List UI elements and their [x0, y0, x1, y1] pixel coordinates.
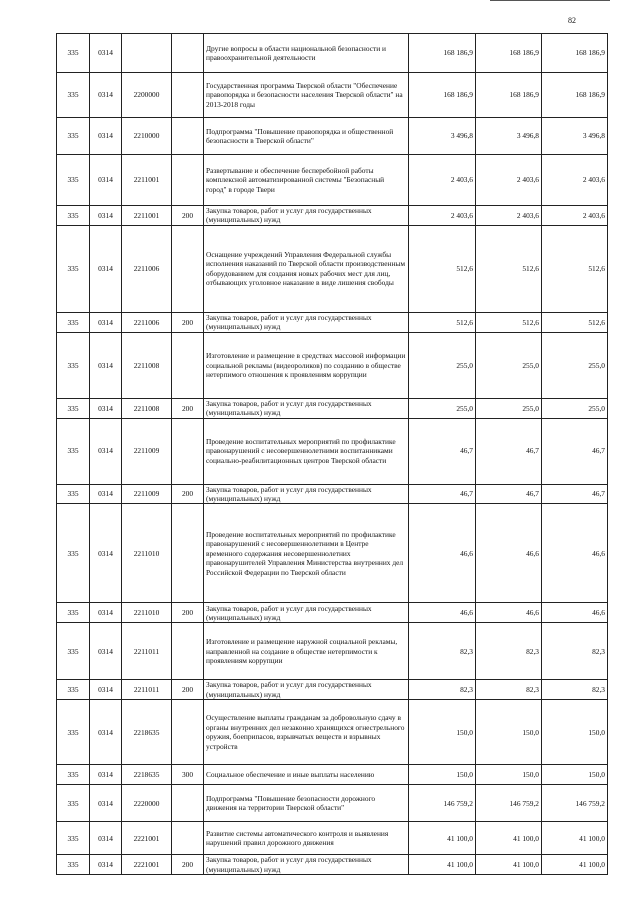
- amount-cell-2: 41 100,0: [476, 822, 542, 855]
- expense-type-cell: 300: [172, 765, 204, 785]
- admin-code-cell: 335: [57, 765, 90, 785]
- amount-cell-3: 46,6: [542, 603, 608, 623]
- table-row: [57, 312, 608, 332]
- amount-cell-1: 82,3: [409, 623, 476, 680]
- table-row: [57, 118, 608, 155]
- admin-code-cell: 335: [57, 785, 90, 822]
- amount-cell-2: 82,3: [476, 623, 542, 680]
- description-cell: Проведение воспитательных мероприятий по профилактике правонарушений с несовершеннолетними воспитанниками социально-реабилитационных центров Тверской области: [204, 418, 409, 484]
- section-code-cell: 0314: [90, 312, 122, 332]
- description-cell: Закупка товаров, работ и услуг для государственных (муниципальных) нужд: [204, 603, 409, 623]
- description-cell: Подпрограмма "Повышение правопорядка и общественной безопасности в Тверской области": [204, 118, 409, 155]
- amount-cell-3: 146 759,2: [542, 785, 608, 822]
- amount-cell-1: 150,0: [409, 700, 476, 765]
- expense-type-cell: [172, 332, 204, 398]
- table-row: [57, 765, 608, 785]
- page-number: 82: [568, 16, 576, 25]
- amount-cell-2: 46,6: [476, 504, 542, 603]
- section-code-cell: 0314: [90, 118, 122, 155]
- amount-cell-2: 255,0: [476, 332, 542, 398]
- section-code-cell: 0314: [90, 418, 122, 484]
- expense-type-cell: 200: [172, 603, 204, 623]
- table-row: [57, 73, 608, 118]
- expense-type-cell: [172, 700, 204, 765]
- amount-cell-2: 512,6: [476, 225, 542, 312]
- admin-code-cell: 335: [57, 206, 90, 226]
- amount-cell-2: 2 403,6: [476, 206, 542, 226]
- amount-cell-3: 168 186,9: [542, 34, 608, 73]
- target-article-cell: 2211001: [122, 206, 172, 226]
- table-row: [57, 225, 608, 312]
- amount-cell-3: 3 496,8: [542, 118, 608, 155]
- target-article-cell: 2211009: [122, 418, 172, 484]
- section-code-cell: 0314: [90, 855, 122, 875]
- expense-type-cell: [172, 73, 204, 118]
- target-article-cell: 2221001: [122, 855, 172, 875]
- amount-cell-2: 146 759,2: [476, 785, 542, 822]
- expense-type-cell: 200: [172, 484, 204, 504]
- table-row: [57, 504, 608, 603]
- amount-cell-1: 2 403,6: [409, 155, 476, 206]
- admin-code-cell: 335: [57, 855, 90, 875]
- admin-code-cell: 335: [57, 225, 90, 312]
- target-article-cell: 2211006: [122, 312, 172, 332]
- expense-type-cell: [172, 822, 204, 855]
- amount-cell-3: 150,0: [542, 765, 608, 785]
- amount-cell-3: 46,7: [542, 418, 608, 484]
- table-row: [57, 418, 608, 484]
- amount-cell-3: 2 403,6: [542, 206, 608, 226]
- expense-type-cell: [172, 34, 204, 73]
- expense-type-cell: 200: [172, 680, 204, 700]
- amount-cell-2: 168 186,9: [476, 34, 542, 73]
- admin-code-cell: 335: [57, 680, 90, 700]
- amount-cell-3: 2 403,6: [542, 155, 608, 206]
- amount-cell-1: 255,0: [409, 398, 476, 418]
- admin-code-cell: 335: [57, 484, 90, 504]
- table-row: [57, 855, 608, 875]
- amount-cell-2: 512,6: [476, 312, 542, 332]
- scan-top-mark: [490, 0, 610, 4]
- expense-type-cell: [172, 418, 204, 484]
- expense-type-cell: [172, 623, 204, 680]
- expense-type-cell: 200: [172, 398, 204, 418]
- description-cell: Изготовление и размещение в средствах массовой информации социальной рекламы (видеороликов) по созданию в обществе нетерпимого отношения к проявлениям коррупции: [204, 332, 409, 398]
- amount-cell-1: 41 100,0: [409, 822, 476, 855]
- amount-cell-3: 41 100,0: [542, 855, 608, 875]
- section-code-cell: 0314: [90, 206, 122, 226]
- admin-code-cell: 335: [57, 623, 90, 680]
- amount-cell-1: 46,7: [409, 484, 476, 504]
- admin-code-cell: 335: [57, 118, 90, 155]
- amount-cell-3: 82,3: [542, 623, 608, 680]
- target-article-cell: 2210000: [122, 118, 172, 155]
- amount-cell-1: 255,0: [409, 332, 476, 398]
- expense-type-cell: 200: [172, 206, 204, 226]
- description-cell: Оснащение учреждений Управления Федеральной службы исполнения наказаний по Тверской области производственным оборудованием для создания новых рабочих мест для лиц, отбывающих уголовное наказание в виде лишения свободы: [204, 225, 409, 312]
- expense-type-cell: 200: [172, 855, 204, 875]
- admin-code-cell: 335: [57, 700, 90, 765]
- table-row: [57, 785, 608, 822]
- expense-type-cell: [172, 155, 204, 206]
- section-code-cell: 0314: [90, 822, 122, 855]
- description-cell: Закупка товаров, работ и услуг для государственных (муниципальных) нужд: [204, 680, 409, 700]
- amount-cell-3: 512,6: [542, 225, 608, 312]
- amount-cell-1: 82,3: [409, 680, 476, 700]
- section-code-cell: 0314: [90, 34, 122, 73]
- section-code-cell: 0314: [90, 155, 122, 206]
- table-row: [57, 623, 608, 680]
- amount-cell-2: 150,0: [476, 765, 542, 785]
- table-row: [57, 398, 608, 418]
- expense-type-cell: [172, 785, 204, 822]
- amount-cell-2: 46,6: [476, 603, 542, 623]
- amount-cell-1: 46,6: [409, 504, 476, 603]
- target-article-cell: 2211010: [122, 504, 172, 603]
- section-code-cell: 0314: [90, 680, 122, 700]
- amount-cell-1: 3 496,8: [409, 118, 476, 155]
- section-code-cell: 0314: [90, 603, 122, 623]
- section-code-cell: 0314: [90, 332, 122, 398]
- admin-code-cell: 335: [57, 398, 90, 418]
- description-cell: Закупка товаров, работ и услуг для государственных (муниципальных) нужд: [204, 398, 409, 418]
- admin-code-cell: 335: [57, 822, 90, 855]
- description-cell: Развертывание и обеспечение бесперебойной работы комплексной автоматизированной системы "Безопасный город" в городе Твери: [204, 155, 409, 206]
- amount-cell-2: 150,0: [476, 700, 542, 765]
- target-article-cell: 2200000: [122, 73, 172, 118]
- admin-code-cell: 335: [57, 603, 90, 623]
- expense-type-cell: [172, 118, 204, 155]
- amount-cell-1: 41 100,0: [409, 855, 476, 875]
- table-row: [57, 34, 608, 73]
- target-article-cell: 2220000: [122, 785, 172, 822]
- amount-cell-2: 2 403,6: [476, 155, 542, 206]
- description-cell: Закупка товаров, работ и услуг для государственных (муниципальных) нужд: [204, 312, 409, 332]
- section-code-cell: 0314: [90, 623, 122, 680]
- section-code-cell: 0314: [90, 785, 122, 822]
- amount-cell-1: 146 759,2: [409, 785, 476, 822]
- target-article-cell: 2211011: [122, 623, 172, 680]
- amount-cell-1: 46,7: [409, 418, 476, 484]
- amount-cell-2: 46,7: [476, 418, 542, 484]
- target-article-cell: 2218635: [122, 765, 172, 785]
- amount-cell-3: 41 100,0: [542, 822, 608, 855]
- table-row: [57, 700, 608, 765]
- description-cell: Социальное обеспечение и иные выплаты населению: [204, 765, 409, 785]
- description-cell: Развитие системы автоматического контроля и выявления нарушений правил дорожного движения: [204, 822, 409, 855]
- amount-cell-2: 41 100,0: [476, 855, 542, 875]
- table-row: [57, 155, 608, 206]
- expense-type-cell: 200: [172, 312, 204, 332]
- admin-code-cell: 335: [57, 155, 90, 206]
- amount-cell-2: 46,7: [476, 484, 542, 504]
- description-cell: Проведение воспитательных мероприятий по профилактике правонарушений с несовершеннолетними в Центре временного содержания несовершеннолетних правонарушителей Управления Министерства внутренних дел Российской Федерации по Тверской области: [204, 504, 409, 603]
- table-row: [57, 680, 608, 700]
- admin-code-cell: 335: [57, 418, 90, 484]
- section-code-cell: 0314: [90, 765, 122, 785]
- admin-code-cell: 335: [57, 312, 90, 332]
- amount-cell-1: 512,6: [409, 225, 476, 312]
- amount-cell-2: 3 496,8: [476, 118, 542, 155]
- table-row: [57, 206, 608, 226]
- table-row: [57, 484, 608, 504]
- target-article-cell: 2211008: [122, 332, 172, 398]
- table-row: [57, 603, 608, 623]
- amount-cell-3: 82,3: [542, 680, 608, 700]
- expense-type-cell: [172, 504, 204, 603]
- admin-code-cell: 335: [57, 332, 90, 398]
- section-code-cell: 0314: [90, 73, 122, 118]
- description-cell: Изготовление и размещение наружной социальной рекламы, направленной на создание в обществе нетерпимости к проявлениям коррупции: [204, 623, 409, 680]
- amount-cell-3: 46,6: [542, 504, 608, 603]
- table-row: [57, 822, 608, 855]
- description-cell: Подпрограмма "Повышение безопасности дорожного движения на территории Тверской области": [204, 785, 409, 822]
- amount-cell-3: 512,6: [542, 312, 608, 332]
- admin-code-cell: 335: [57, 34, 90, 73]
- amount-cell-1: 46,6: [409, 603, 476, 623]
- description-cell: Закупка товаров, работ и услуг для государственных (муниципальных) нужд: [204, 484, 409, 504]
- amount-cell-1: 150,0: [409, 765, 476, 785]
- description-cell: Закупка товаров, работ и услуг для государственных (муниципальных) нужд: [204, 206, 409, 226]
- target-article-cell: 2211009: [122, 484, 172, 504]
- description-cell: Государственная программа Тверской области "Обеспечение правопорядка и безопасности населения Тверской области" на 2013-2018 годы: [204, 73, 409, 118]
- description-cell: Другие вопросы в области национальной безопасности и правоохранительной деятельности: [204, 34, 409, 73]
- section-code-cell: 0314: [90, 700, 122, 765]
- section-code-cell: 0314: [90, 398, 122, 418]
- target-article-cell: [122, 34, 172, 73]
- amount-cell-1: 2 403,6: [409, 206, 476, 226]
- amount-cell-1: 168 186,9: [409, 34, 476, 73]
- table-row: [57, 332, 608, 398]
- amount-cell-2: 82,3: [476, 680, 542, 700]
- amount-cell-3: 255,0: [542, 332, 608, 398]
- amount-cell-3: 168 186,9: [542, 73, 608, 118]
- target-article-cell: 2211010: [122, 603, 172, 623]
- amount-cell-1: 168 186,9: [409, 73, 476, 118]
- amount-cell-3: 150,0: [542, 700, 608, 765]
- target-article-cell: 2211001: [122, 155, 172, 206]
- amount-cell-2: 255,0: [476, 398, 542, 418]
- budget-table: [56, 33, 608, 875]
- admin-code-cell: 335: [57, 504, 90, 603]
- amount-cell-1: 512,6: [409, 312, 476, 332]
- amount-cell-3: 255,0: [542, 398, 608, 418]
- section-code-cell: 0314: [90, 484, 122, 504]
- admin-code-cell: 335: [57, 73, 90, 118]
- description-cell: Закупка товаров, работ и услуг для государственных (муниципальных) нужд: [204, 855, 409, 875]
- target-article-cell: 2211006: [122, 225, 172, 312]
- section-code-cell: 0314: [90, 504, 122, 603]
- amount-cell-3: 46,7: [542, 484, 608, 504]
- target-article-cell: 2211011: [122, 680, 172, 700]
- section-code-cell: 0314: [90, 225, 122, 312]
- expense-type-cell: [172, 225, 204, 312]
- amount-cell-2: 168 186,9: [476, 73, 542, 118]
- target-article-cell: 2221001: [122, 822, 172, 855]
- description-cell: Осуществление выплаты гражданам за добровольную сдачу в органы внутренних дел незаконно хранящихся огнестрельного оружия, боеприпасов, взрывчатых веществ и взрывных устройств: [204, 700, 409, 765]
- target-article-cell: 2218635: [122, 700, 172, 765]
- target-article-cell: 2211008: [122, 398, 172, 418]
